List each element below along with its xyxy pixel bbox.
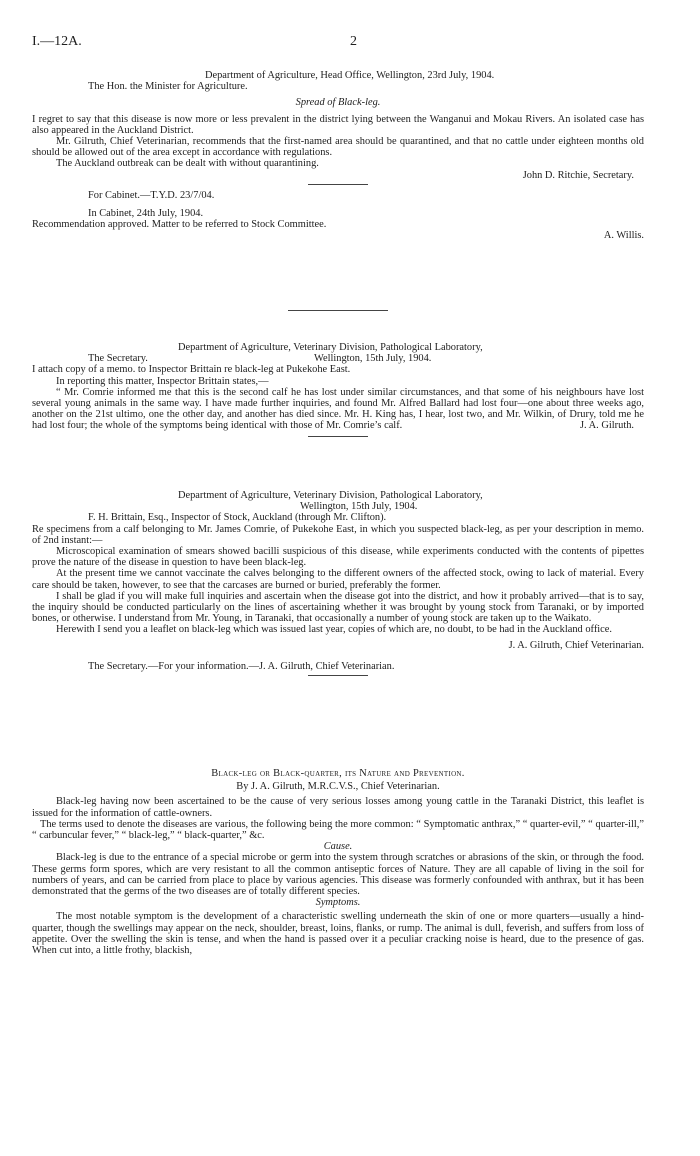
quoted-report: “ Mr. Comrie informed me that this is the second calf he has lost under similar circumstances, and that some of his neighbours have lost several young animals in the same way. I have made further inquiries, and found Mr. Alfred Ballard had lost four—one about three weeks ago, another on the 21st ultimo, one the other day, and another has died since. Mr. H. King has, I hear, lost two, and Mr. Wilkin, of Drury, told me he had lost four; the whole of the symptoms being identical with those of Mr. Comrie’s calf. bbox=[32, 386, 644, 432]
dateline: Department of Agriculture, Veterinary Division, Pathological Laboratory, bbox=[178, 342, 483, 353]
paragraph: The terms used to denote the diseases are various, the following being the more common: “ Symptomatic anthrax,” “ quarter-evil,” “ quarter-ill,” “ carbuncular fever,” “ black-leg,” “ black-quarter,” &c. bbox=[32, 818, 644, 842]
addressee: The Secretary. bbox=[88, 353, 148, 365]
paragraph: Mr. Gilruth, Chief Veterinarian, recommends that the first-named area should be quarantined, and that no cattle under eighteen months old should be allowed out of the area except in accordance with regulations. bbox=[32, 136, 644, 159]
section-heading-cause: Cause. bbox=[323, 841, 353, 853]
signature: J. A. Gilruth. bbox=[580, 420, 634, 432]
cabinet-note: In Cabinet, 24th July, 1904. bbox=[88, 208, 204, 220]
signature: J. A. Gilruth, Chief Veterinarian. bbox=[508, 639, 644, 651]
leaflet-byline: By J. A. Gilruth, M.R.C.V.S., Chief Veterinarian. bbox=[236, 781, 440, 793]
paragraph: Black-leg is due to the entrance of a special microbe or germ into the system through scratches or abrasions of the skin, or through the food. These germs form spores, which are very resistant to all the common antiseptic forces of Nature. They are all capable of living in the soil for numbers of years, and can be carried from place to place by various agencies. This disease was formerly confounded with anthrax, but it has been demonstrated that the germs of the two diseases are of totally different species. bbox=[32, 852, 644, 898]
leaflet-title: Black-leg or Black-quarter, its Nature and Prevention. bbox=[211, 768, 465, 779]
section-divider bbox=[32, 308, 644, 313]
forwarding-note: The Secretary.—For your information.—J. A. Gilruth, Chief Veterinarian. bbox=[88, 660, 395, 672]
section-heading-symptoms: Symptoms. bbox=[315, 897, 361, 909]
memo-minister bbox=[32, 70, 644, 242]
addressee: F. H. Brittain, Esq., Inspector of Stock, Auckland (through Mr. Clifton). bbox=[88, 512, 387, 524]
divider bbox=[308, 675, 368, 676]
leaflet bbox=[32, 768, 644, 956]
dateline: Department of Agriculture, Veterinary Division, Pathological Laboratory, bbox=[178, 490, 483, 501]
signature: John D. Ritchie, Secretary. bbox=[522, 169, 634, 181]
signature: A. Willis. bbox=[603, 230, 644, 242]
paragraph: Herewith I send you a leaflet on black-leg which was issued last year, copies of which are, no doubt, to be had in the Auckland office. bbox=[56, 624, 612, 636]
report-reference: I.—12A. bbox=[32, 34, 82, 49]
paragraph: I attach copy of a memo. to Inspector Brittain re black-leg at Pukekohe East. bbox=[32, 364, 351, 376]
addressee: The Hon. the Minister for Agriculture. bbox=[88, 81, 248, 93]
paragraph: At the present time we cannot vaccinate the calves belonging to the different owners of the affected stock, owing to lack of material. Every care should be taken, however, to see that the carcases are burned or buried, preferably the former. bbox=[32, 568, 644, 591]
paragraph: In reporting this matter, Inspector Brittain states,— bbox=[56, 375, 269, 387]
paragraph: Microscopical examination of smears showed bacilli suspicious of this disease, while experiments conducted with the contents of pipettes prove the nature of the disease in question to have been black-leg. bbox=[32, 546, 644, 569]
memo-title: Spread of Black-leg. bbox=[295, 97, 381, 109]
paragraph: Black-leg having now been ascertained to be the cause of very serious losses among young cattle in the Taranaki District, this leaflet is issued for the information of cattle-owners. bbox=[32, 796, 644, 819]
divider bbox=[308, 436, 368, 437]
cabinet-note: Recommendation approved. Matter to be referred to Stock Committee. bbox=[32, 219, 327, 231]
memo-secretary bbox=[32, 342, 644, 439]
cabinet-note: For Cabinet.—T.Y.D. 23/7/04. bbox=[88, 189, 215, 201]
paragraph: I shall be glad if you will make full inquiries and ascertain when the disease got into the district, and how it probably arrived—that is to say, the inquiry should be conducted particularly on the lines of ascertaining whether it was brought by young stock from Taranaki, or by imported bones, or otherwise. I understand from Mr. Young, in Taranaki, that occasionally a number of young stock are taken up to the Waikato. bbox=[32, 590, 644, 625]
paragraph: The Auckland outbreak can be dealt with without quarantining. bbox=[56, 158, 319, 170]
paragraph: Re specimens from a calf belonging to Mr. James Comrie, of Pukekohe East, in which you suspected black-leg, as per your description in memo. of 2nd instant:— bbox=[32, 523, 644, 546]
paragraph: I regret to say that this disease is now more or less prevalent in the district lying between the Wanganui and Mokau Rivers. An isolated case has also appeared in the Auckland District. bbox=[32, 113, 644, 136]
memo-inspector bbox=[32, 490, 644, 678]
divider bbox=[308, 184, 368, 185]
dateline: Department of Agriculture, Head Office, Wellington, 23rd July, 1904. bbox=[205, 70, 495, 81]
dateline: Wellington, 15th July, 1904. bbox=[314, 353, 432, 365]
divider bbox=[288, 310, 388, 311]
page-number: 2 bbox=[350, 34, 357, 49]
paragraph: The most notable symptom is the development of a characteristic swelling underneath the skin of one or more quarters—usually a hind-quarter, though the swellings may appear on the neck, shoulder, breast, loins, flanks, or rump. The animal is dull, feverish, and suffers from loss of appetite. Over the swelling the skin is tense, and when the hand is passed over it a peculiar cracking noise is heard, due to the presence of gas. When cut into, a little frothy, blackish, bbox=[32, 911, 644, 957]
dateline: Wellington, 15th July, 1904. bbox=[300, 501, 418, 513]
page-header bbox=[32, 36, 640, 50]
